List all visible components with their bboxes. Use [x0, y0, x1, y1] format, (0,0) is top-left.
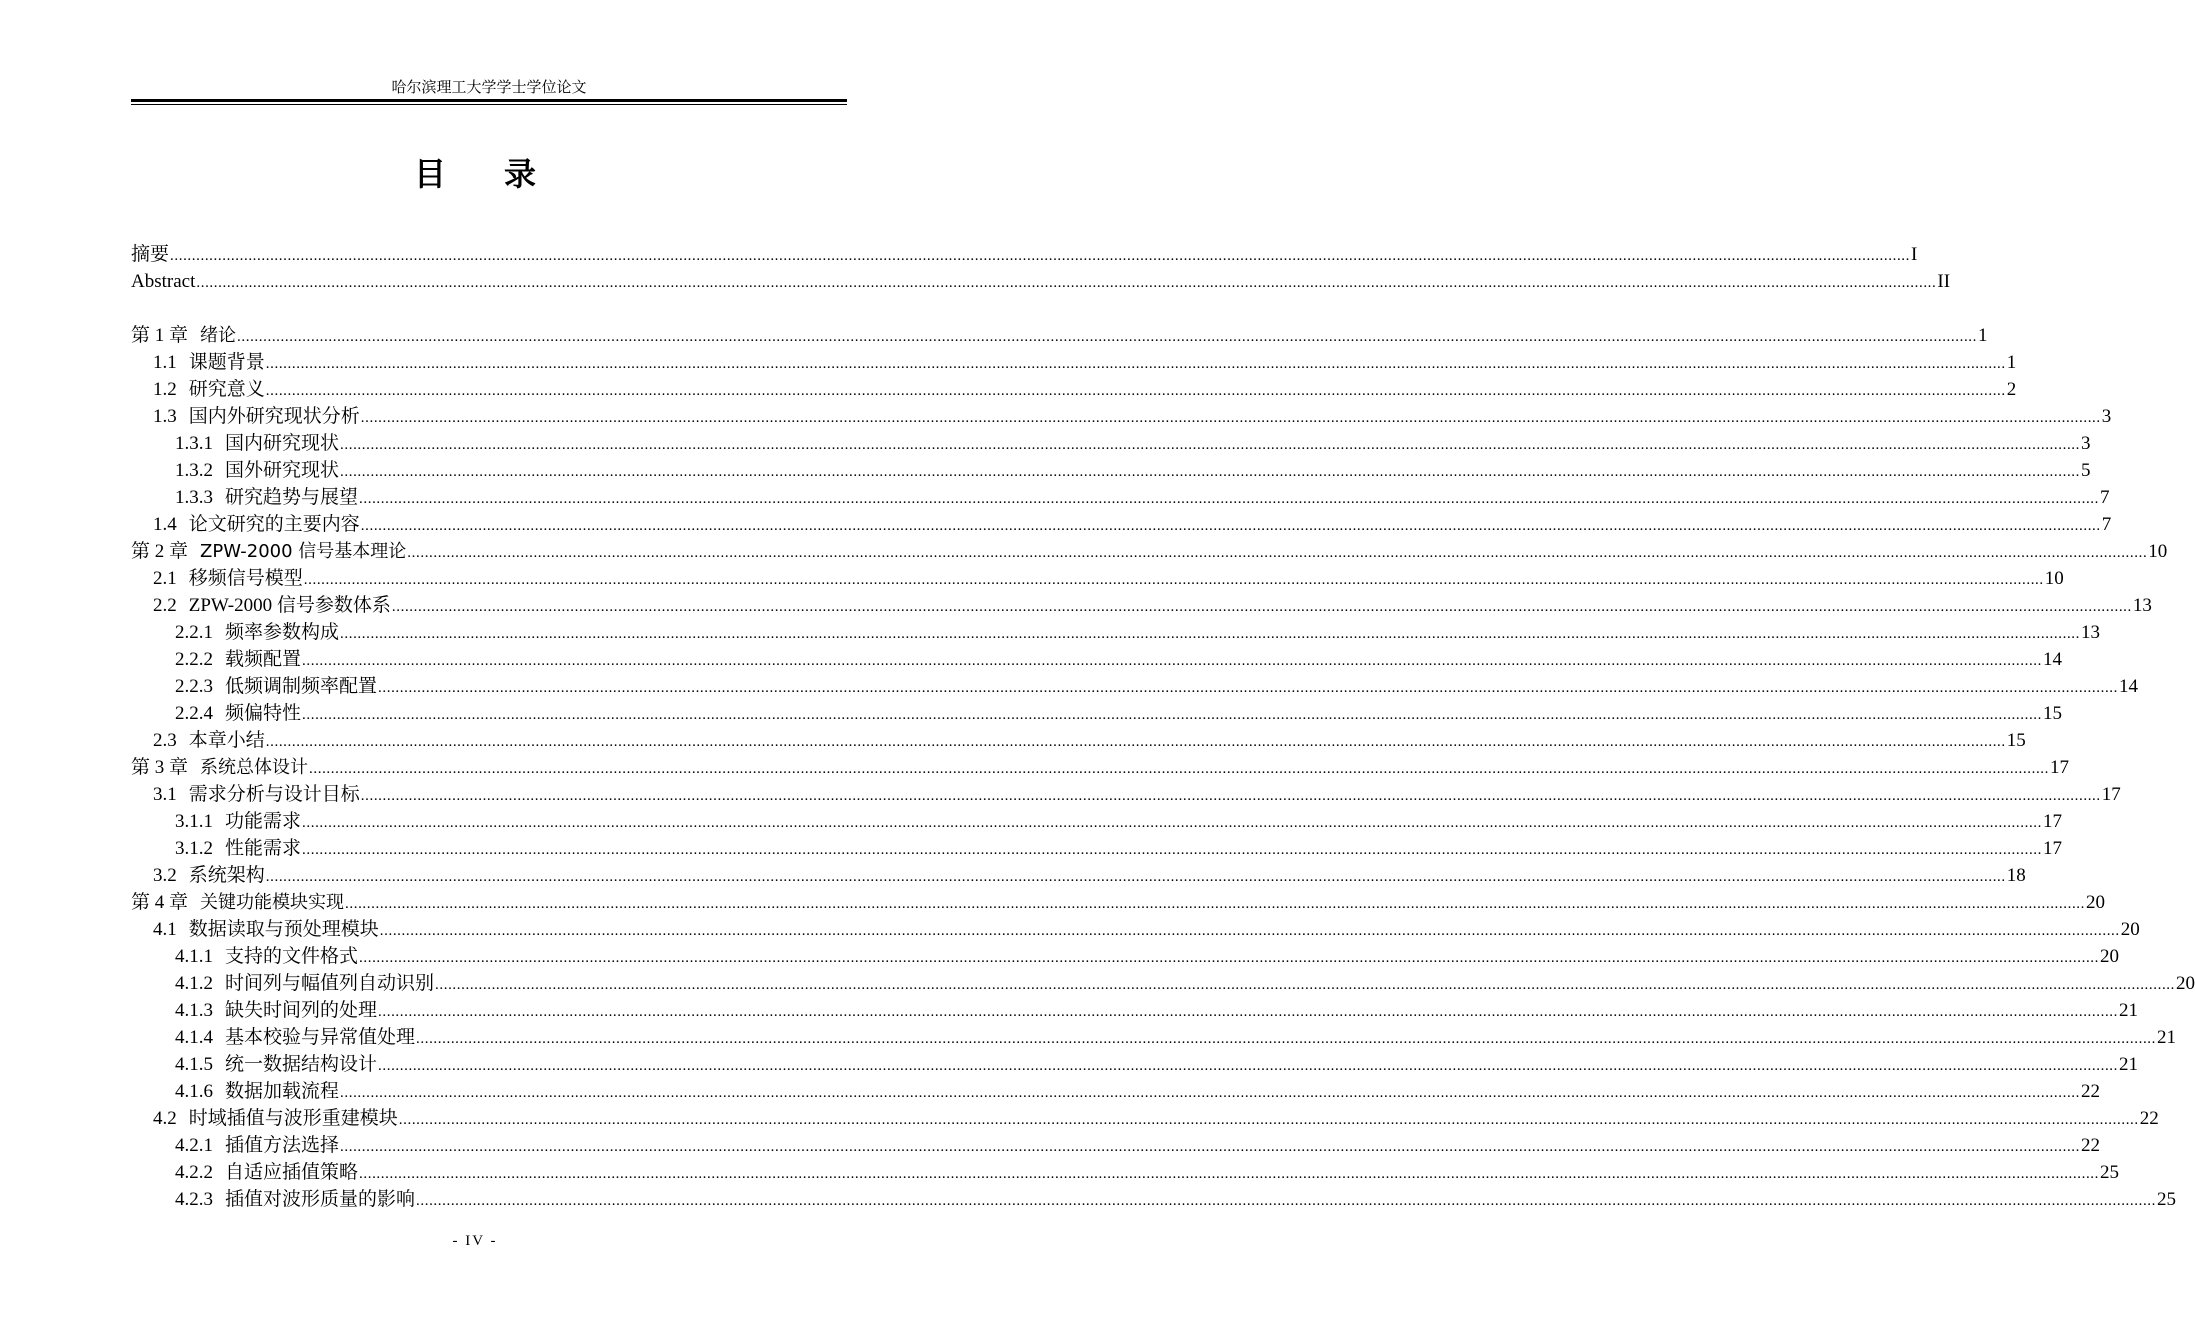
toc-entry-number: 3.1.1 [175, 811, 213, 832]
toc-entry-number: 2.2 [153, 595, 177, 616]
toc-entry-title: 系统总体设计 [200, 757, 309, 778]
toc-entry[interactable] [131, 943, 2120, 970]
toc-entry-number: 2.2.1 [175, 622, 213, 643]
toc-entry[interactable] [131, 1159, 2120, 1186]
toc-entry-number: 1.3.2 [175, 460, 213, 481]
toc-entry-title: 频率参数构成 [225, 622, 340, 643]
toc-entry-label [153, 1105, 398, 1132]
toc-entry-number: 第 3 章 [131, 757, 189, 778]
running-header: 哈尔滨理工大学学士学位论文 [391, 80, 587, 96]
toc-entry-number: 4.1.3 [175, 1000, 213, 1021]
toc-entry[interactable] [131, 997, 2139, 1024]
toc-page-number: 10 [2148, 541, 2168, 562]
toc-entry-label [175, 484, 358, 511]
toc-entry-label [175, 970, 434, 997]
toc-page-number: 17 [2043, 838, 2063, 859]
toc-entry-label [175, 1024, 415, 1051]
toc-entry-title: 国内研究现状 [225, 433, 340, 454]
toc-page-number: 20 [2176, 973, 2195, 994]
toc-leader-dots: ................................................................................................................................................................................................................................................................................................................................................................................................................ [302, 653, 2043, 669]
toc-leader-dots: ................................................................................................................................................................................................................................................................................................................................................................................................................ [340, 1085, 2081, 1101]
toc-entry-title: 时间列与幅值列自动识别 [225, 973, 435, 994]
toc-leader-dots: ................................................................................................................................................................................................................................................................................................................................................................................................................ [435, 977, 2176, 993]
toc-page-number: 13 [2081, 622, 2101, 643]
toc-page-number: 13 [2132, 595, 2152, 616]
toc-entry-number: 2.3 [153, 730, 177, 751]
toc-entry-number: 2.1 [153, 568, 177, 589]
toc-entry[interactable] [131, 1078, 2101, 1105]
toc-page-number: 17 [2050, 757, 2070, 778]
toc-entry-number: 1.3.1 [175, 433, 213, 454]
toc-leader-dots: ................................................................................................................................................................................................................................................................................................................................................................................................................ [340, 1139, 2081, 1155]
toc-entry-number: 第 4 章 [131, 892, 189, 913]
toc-entry-label [131, 889, 344, 916]
toc-page-number: 22 [2139, 1108, 2159, 1129]
toc-entry[interactable] [131, 403, 2112, 430]
page-number: - IV - [452, 1233, 498, 1249]
toc-entry-number: 1.1 [153, 352, 177, 373]
toc-entry-label [153, 916, 379, 943]
toc-page-number: 25 [2100, 1162, 2120, 1183]
toc-leader-dots: ................................................................................................................................................................................................................................................................................................................................................................................................................ [265, 356, 2006, 372]
header-rule-thick [131, 99, 847, 102]
toc-page-number: 14 [2043, 649, 2063, 670]
toc-leader-dots: ................................................................................................................................................................................................................................................................................................................................................................................................................ [265, 734, 2006, 750]
toc-entry-label [175, 1078, 339, 1105]
toc-leader-dots: ................................................................................................................................................................................................................................................................................................................................................................................................................ [398, 1112, 2139, 1128]
toc-entry-title: 插值方法选择 [225, 1135, 340, 1156]
toc-entry-title: 低频调制频率配置 [225, 676, 378, 697]
toc-entry-label [175, 835, 301, 862]
toc-entry-number: 1.2 [153, 379, 177, 400]
toc-page-number: 3 [2101, 406, 2112, 427]
toc-entry[interactable] [131, 1132, 2101, 1159]
toc-entry-title: 移频信号模型 [188, 568, 303, 589]
toc-entry[interactable] [131, 241, 1918, 268]
toc-page-number: 1 [2006, 352, 2017, 373]
toc-entry-title: 缺失时间列的处理 [225, 1000, 378, 1021]
toc-entry-title: Abstract [131, 271, 196, 292]
toc-entry[interactable] [131, 781, 2121, 808]
toc-entry[interactable] [131, 1051, 2139, 1078]
toc-entry-label [175, 808, 301, 835]
toc-entry-number: 4.2.3 [175, 1189, 213, 1210]
toc-entry-title: 摘要 [131, 244, 170, 265]
toc-entry-label [153, 565, 303, 592]
toc-entry-title: 频偏特性 [225, 703, 302, 724]
toc-page-number: 15 [2043, 703, 2063, 724]
toc-entry-title: 载频配置 [225, 649, 302, 670]
toc-entry[interactable] [131, 1105, 2159, 1132]
toc-leader-dots: ................................................................................................................................................................................................................................................................................................................................................................................................................ [302, 815, 2043, 831]
toc-entry[interactable] [131, 376, 2017, 403]
toc-page-number: 21 [2157, 1027, 2177, 1048]
toc-entry[interactable] [131, 808, 2063, 835]
toc-page-number: 20 [2100, 946, 2120, 967]
toc-leader-dots: ................................................................................................................................................................................................................................................................................................................................................................................................................ [378, 1058, 2119, 1074]
toc-entry[interactable] [131, 889, 2106, 916]
toc-entry-label [131, 538, 406, 565]
toc-entry-label [175, 457, 339, 484]
toc-entry-title: 关键功能模块实现 [200, 892, 345, 913]
toc-page-number: 22 [2081, 1135, 2101, 1156]
toc-entry-number: 2.2.3 [175, 676, 213, 697]
toc-entry-title: 支持的文件格式 [225, 946, 359, 967]
toc-leader-dots: ................................................................................................................................................................................................................................................................................................................................................................................................................ [359, 1166, 2100, 1182]
toc-entry-number: 4.2 [153, 1108, 177, 1129]
toc-entry-label [131, 754, 308, 781]
toc-entry-title: 研究趋势与展望 [225, 487, 359, 508]
toc-entry-number: 4.1.1 [175, 946, 213, 967]
toc-page-number: II [1937, 271, 1951, 292]
toc-entry-title: 数据加载流程 [225, 1081, 340, 1102]
toc-entry-title: 基本校验与异常值处理 [225, 1027, 416, 1048]
toc-entry-title: 系统架构 [188, 865, 265, 886]
toc-leader-dots: ................................................................................................................................................................................................................................................................................................................................................................................................................ [170, 248, 1911, 264]
toc-leader-dots: ................................................................................................................................................................................................................................................................................................................................................................................................................ [378, 680, 2119, 696]
toc-entry-label [153, 403, 360, 430]
toc-page-number: 14 [2119, 676, 2139, 697]
page-title: 目录 [413, 155, 594, 193]
toc-entry[interactable] [131, 1186, 2177, 1213]
toc-entry[interactable] [131, 457, 2091, 484]
toc-entry-label [175, 1186, 415, 1213]
toc-entry-number: 4.2.2 [175, 1162, 213, 1183]
toc-entry-title: 功能需求 [225, 811, 302, 832]
toc-page-number: 7 [2100, 487, 2110, 508]
toc-entry-number: 1.4 [153, 514, 177, 535]
toc-entry-label [175, 997, 377, 1024]
toc-entry-number: 4.1.2 [175, 973, 213, 994]
toc-entry-label [153, 349, 265, 376]
toc-entry-number: 4.1.5 [175, 1054, 213, 1075]
toc-page-number: 10 [2044, 568, 2064, 589]
toc-entry[interactable] [131, 538, 2168, 565]
toc-entry[interactable] [131, 484, 2110, 511]
toc-entry[interactable] [131, 268, 1951, 295]
toc-entry[interactable] [131, 673, 2139, 700]
toc-entry-label [175, 430, 339, 457]
toc-entry-title: 时域插值与波形重建模块 [188, 1108, 398, 1129]
toc-entry-number: 1.3.3 [175, 487, 213, 508]
toc-page-number: 22 [2081, 1081, 2101, 1102]
toc-entry-title: 论文研究的主要内容 [188, 514, 360, 535]
toc-entry-label [175, 943, 358, 970]
toc-page-number: 17 [2101, 784, 2121, 805]
toc-leader-dots: ................................................................................................................................................................................................................................................................................................................................................................................................................ [196, 275, 1937, 291]
toc-entry-label [153, 781, 360, 808]
toc-entry-title: 研究意义 [188, 379, 265, 400]
toc-page-number: 21 [2119, 1000, 2139, 1021]
toc-page-number: 17 [2043, 811, 2063, 832]
toc-entry-title: 统一数据结构设计 [225, 1054, 378, 1075]
toc-page-number: 18 [2006, 865, 2026, 886]
toc-page-number: 1 [1978, 325, 1988, 346]
toc-leader-dots: ................................................................................................................................................................................................................................................................................................................................................................................................................ [360, 788, 2101, 804]
toc-page-number: 2 [2006, 379, 2017, 400]
toc-page-number: 20 [2086, 892, 2106, 913]
toc-entry-label [153, 727, 265, 754]
toc-entry-label [131, 241, 169, 268]
toc-leader-dots: ................................................................................................................................................................................................................................................................................................................................................................................................................ [416, 1193, 2157, 1209]
toc-entry-title: 本章小结 [188, 730, 265, 751]
toc-entry-number: 1.3 [153, 406, 177, 427]
toc-entry-label [153, 592, 391, 619]
toc-entry-title: ZPW-2000 信号基本理论 [200, 541, 407, 562]
toc-entry[interactable] [131, 916, 2140, 943]
toc-entry-number: 4.2.1 [175, 1135, 213, 1156]
toc-leader-dots: ................................................................................................................................................................................................................................................................................................................................................................................................................ [303, 572, 2044, 588]
toc-leader-dots: ................................................................................................................................................................................................................................................................................................................................................................................................................ [265, 383, 2006, 399]
toc-entry-label [153, 862, 265, 889]
toc-entry-label [175, 673, 377, 700]
toc-entry-label [175, 1051, 377, 1078]
toc-entry-label [175, 1159, 358, 1186]
toc-entry[interactable] [131, 430, 2091, 457]
toc-entry-number: 第 1 章 [131, 325, 189, 346]
toc-entry[interactable] [131, 835, 2063, 862]
toc-page-number: I [1911, 244, 1918, 265]
toc-entry-title: 课题背景 [188, 352, 265, 373]
toc-entry[interactable] [131, 1024, 2177, 1051]
toc-entry-label [153, 376, 265, 403]
toc-entry-title: 国内外研究现状分析 [188, 406, 360, 427]
toc-entry-title: 插值对波形质量的影响 [225, 1189, 416, 1210]
toc-leader-dots: ................................................................................................................................................................................................................................................................................................................................................................................................................ [416, 1031, 2157, 1047]
toc-leader-dots: ................................................................................................................................................................................................................................................................................................................................................................................................................ [360, 410, 2101, 426]
toc-page-number: 5 [2081, 460, 2091, 481]
toc-entry-title: 自适应插值策略 [225, 1162, 359, 1183]
toc-leader-dots: ................................................................................................................................................................................................................................................................................................................................................................................................................ [407, 545, 2148, 561]
toc-entry-title: ZPW-2000 信号参数体系 [188, 595, 391, 616]
toc-entry-title: 需求分析与设计目标 [188, 784, 360, 805]
toc-leader-dots: ................................................................................................................................................................................................................................................................................................................................................................................................................ [340, 464, 2081, 480]
toc-leader-dots: ................................................................................................................................................................................................................................................................................................................................................................................................................ [391, 599, 2132, 615]
toc-page-number: 3 [2081, 433, 2091, 454]
toc-entry-label [175, 619, 339, 646]
toc-leader-dots: ................................................................................................................................................................................................................................................................................................................................................................................................................ [340, 626, 2081, 642]
toc-entry-label [131, 322, 236, 349]
toc-page-number: 7 [2101, 514, 2112, 535]
toc-entry[interactable] [131, 565, 2064, 592]
toc-entry[interactable] [131, 619, 2101, 646]
toc-entry-title: 性能需求 [225, 838, 302, 859]
toc-entry-number: 第 2 章 [131, 541, 189, 562]
toc-entry-title: 绪论 [200, 325, 237, 346]
toc-entry-number: 3.1 [153, 784, 177, 805]
toc-page-number: 21 [2119, 1054, 2139, 1075]
toc-leader-dots: ................................................................................................................................................................................................................................................................................................................................................................................................................ [378, 1004, 2119, 1020]
toc-entry[interactable] [131, 754, 2070, 781]
toc-entry[interactable] [131, 862, 2026, 889]
toc-entry[interactable] [131, 646, 2063, 673]
toc-leader-dots: ................................................................................................................................................................................................................................................................................................................................................................................................................ [340, 437, 2081, 453]
toc-leader-dots: ................................................................................................................................................................................................................................................................................................................................................................................................................ [345, 896, 2086, 912]
toc-page-number: 15 [2006, 730, 2026, 751]
toc-entry-title: 数据读取与预处理模块 [188, 919, 379, 940]
toc-leader-dots: ................................................................................................................................................................................................................................................................................................................................................................................................................ [359, 950, 2100, 966]
toc-leader-dots: ................................................................................................................................................................................................................................................................................................................................................................................................................ [379, 923, 2120, 939]
toc-leader-dots: ................................................................................................................................................................................................................................................................................................................................................................................................................ [302, 707, 2043, 723]
toc-entry[interactable] [131, 727, 2026, 754]
toc-entry[interactable] [131, 349, 2017, 376]
toc-entry-label [131, 268, 195, 295]
toc-leader-dots: ................................................................................................................................................................................................................................................................................................................................................................................................................ [237, 329, 1978, 345]
toc-page-number: 25 [2157, 1189, 2177, 1210]
toc-entry[interactable] [131, 700, 2063, 727]
toc-leader-dots: ................................................................................................................................................................................................................................................................................................................................................................................................................ [302, 842, 2043, 858]
toc-leader-dots: ................................................................................................................................................................................................................................................................................................................................................................................................................ [359, 491, 2100, 507]
toc-entry-label [153, 511, 360, 538]
toc-entry-number: 2.2.4 [175, 703, 213, 724]
toc-entry-number: 3.1.2 [175, 838, 213, 859]
toc-leader-dots: ................................................................................................................................................................................................................................................................................................................................................................................................................ [360, 518, 2101, 534]
toc-entry[interactable] [131, 592, 2152, 619]
toc-leader-dots: ................................................................................................................................................................................................................................................................................................................................................................................................................ [309, 761, 2050, 777]
toc-entry[interactable] [131, 511, 2112, 538]
toc-entry[interactable] [131, 322, 1988, 349]
toc-entry-title: 国外研究现状 [225, 460, 340, 481]
toc-page-number: 20 [2120, 919, 2140, 940]
toc-entry-number: 4.1.4 [175, 1027, 213, 1048]
toc-entry-number: 2.2.2 [175, 649, 213, 670]
toc-entry-label [175, 646, 301, 673]
toc-entry-number: 3.2 [153, 865, 177, 886]
toc-entry-label [175, 700, 301, 727]
toc-entry-label [175, 1132, 339, 1159]
toc-entry[interactable] [131, 970, 2195, 997]
toc-leader-dots: ................................................................................................................................................................................................................................................................................................................................................................................................................ [265, 869, 2006, 885]
toc-entry-number: 4.1.6 [175, 1081, 213, 1102]
toc-entry-number: 4.1 [153, 919, 177, 940]
header-rule-thin [131, 104, 847, 105]
